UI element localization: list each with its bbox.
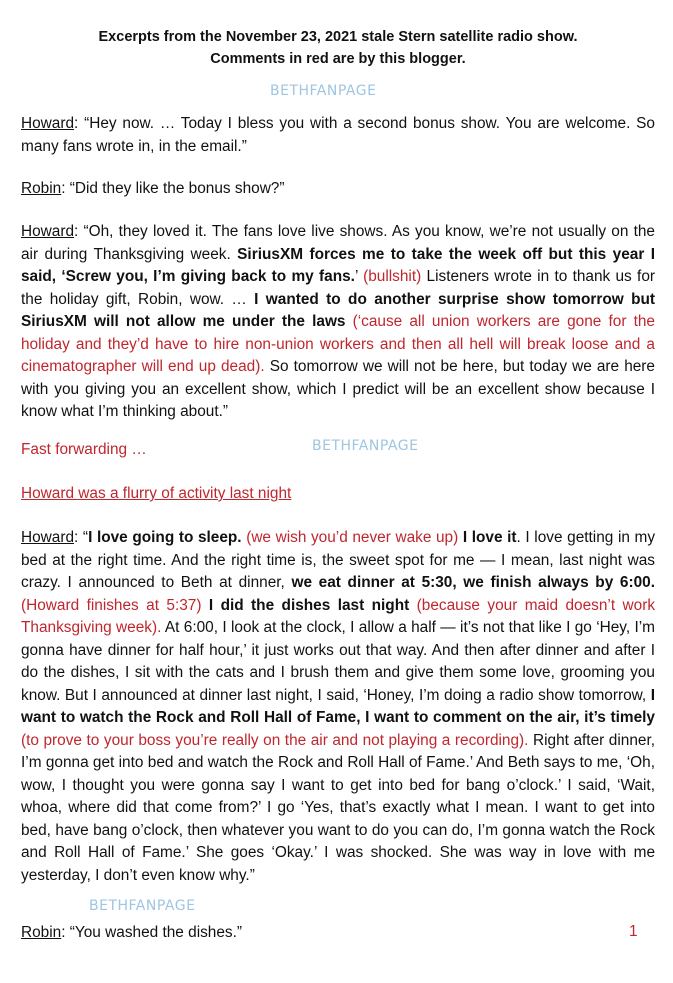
paragraph-howard-2: [21, 221, 655, 424]
quote-text: At 6:00, I look at the clock, I allow a half — it’s not that like I go ‘Hey, I’m gonna have dinner for half hour,’ it just works out that way. And then after dinner and after I do the dishes, I sit with the cats and I brush them and give them some love, grooming you know. But I announced at dinner last night, I said, ‘Honey, I’m doing a radio show tomorrow,: [21, 619, 655, 704]
quote-text: : “You washed the dishes.”: [61, 924, 243, 941]
watermark-1: BETHFANPAGE: [270, 83, 377, 99]
blogger-comment: (bullshit): [363, 268, 422, 285]
bold-quote: SiriusXM forces me to take the week off but this year I said, ‘Screw you, I’m giving back to my fans.: [21, 245, 655, 285]
bold-quote: I love going to sleep.: [88, 529, 242, 546]
quote-text: : “Did they like the bonus show?”: [61, 180, 285, 197]
paragraph-robin-1: [21, 178, 655, 201]
quote-text: : “Oh, they loved it. The fans love live shows. As you know, we’re not usually on the air during Thanksgiving week.: [21, 223, 655, 263]
fast-forward-note: Fast forwarding …: [21, 441, 147, 458]
quote-text: . I love getting in my bed at the right time. And the right time is, the sweet spot for me — I mean, last night was crazy. I announced to Beth at dinner,: [21, 529, 656, 591]
speaker-howard: Howard: [21, 223, 75, 240]
speaker-howard: Howard: [21, 115, 75, 132]
page-header: [21, 26, 655, 70]
quote-text: Listeners wrote in to thank us for the holiday gift, Robin, wow. …: [21, 268, 656, 308]
bold-quote: I wanted to do another surprise show tomorrow but SiriusXM will not allow me under the laws: [21, 290, 655, 330]
bold-quote: I love it: [462, 529, 517, 546]
header-line-1: Excerpts from the November 23, 2021 stale Stern satellite radio show.: [98, 29, 578, 45]
quote-text: [201, 597, 208, 614]
blogger-comment: (to prove to your boss you’re really on the air and not playing a recording).: [21, 731, 529, 749]
paragraph-robin-2: [21, 922, 655, 945]
watermark-3: BETHFANPAGE: [89, 898, 196, 914]
blogger-comment: (because your maid doesn’t work Thanksgiving week).: [21, 596, 656, 636]
quote-text: So tomorrow we will not be here, but today we are here with you giving you an excellent show, which I predict will be an excellent show because I know what I’m thinking about.”: [21, 358, 655, 420]
bold-quote: I want to watch the Rock and Roll Hall of Fame, I want to comment on the air, it’s timely: [21, 686, 655, 726]
quote-text: ’: [354, 268, 364, 285]
quote-text: [409, 597, 416, 614]
header-line-2: Comments in red are by this blogger.: [210, 51, 466, 67]
quote-text: : “Hey now. … Today I bless you with a second bonus show. You are welcome. So many fans wrote in, in the email.”: [21, 115, 655, 155]
page-number: 1: [629, 923, 638, 940]
speaker-howard: Howard: [21, 529, 75, 546]
quote-text: Right after dinner, I’m gonna get into bed and watch the Rock and Roll Hall of Fame.’ And Beth says to me, ‘Oh, wow, I thought you were gonna say I want to get into bed for bang o’clock.’ I said, ‘Wait, whoa, where did that come from?’ I go ‘Yes, that’s exactly what I mean. I want to get into bed, have bang o’clock, then whatever you want to do you can do, I’m gonna watch the Rock and Roll Hall of Fame.’ She goes ‘Okay.’ I was shocked. She was way in love with me yesterday, I don’t even know why.”: [21, 731, 655, 884]
blogger-comment: (‘cause all union workers are gone for the holiday and they’d have to hire non-union workers and then all hell will break loose and a cinematographer will end up dead).: [21, 313, 655, 375]
watermark-2: BETHFANPAGE: [312, 438, 419, 454]
bold-quote: I did the dishes last night: [208, 596, 410, 614]
blogger-comment: (Howard finishes at 5:37): [21, 596, 202, 614]
blogger-comment: (we wish you’d never wake up): [246, 529, 459, 546]
speaker-robin: Robin: [21, 924, 62, 941]
paragraph-howard-3: [21, 527, 655, 887]
quote-text: [345, 313, 352, 330]
bold-quote: we eat dinner at 5:30, we finish always by 6:00.: [291, 574, 656, 591]
section-heading: Howard was a flurry of activity last night: [21, 485, 292, 502]
speaker-robin: Robin: [21, 180, 62, 197]
paragraph-howard-1: [21, 113, 655, 158]
quote-text: : “: [74, 529, 89, 546]
